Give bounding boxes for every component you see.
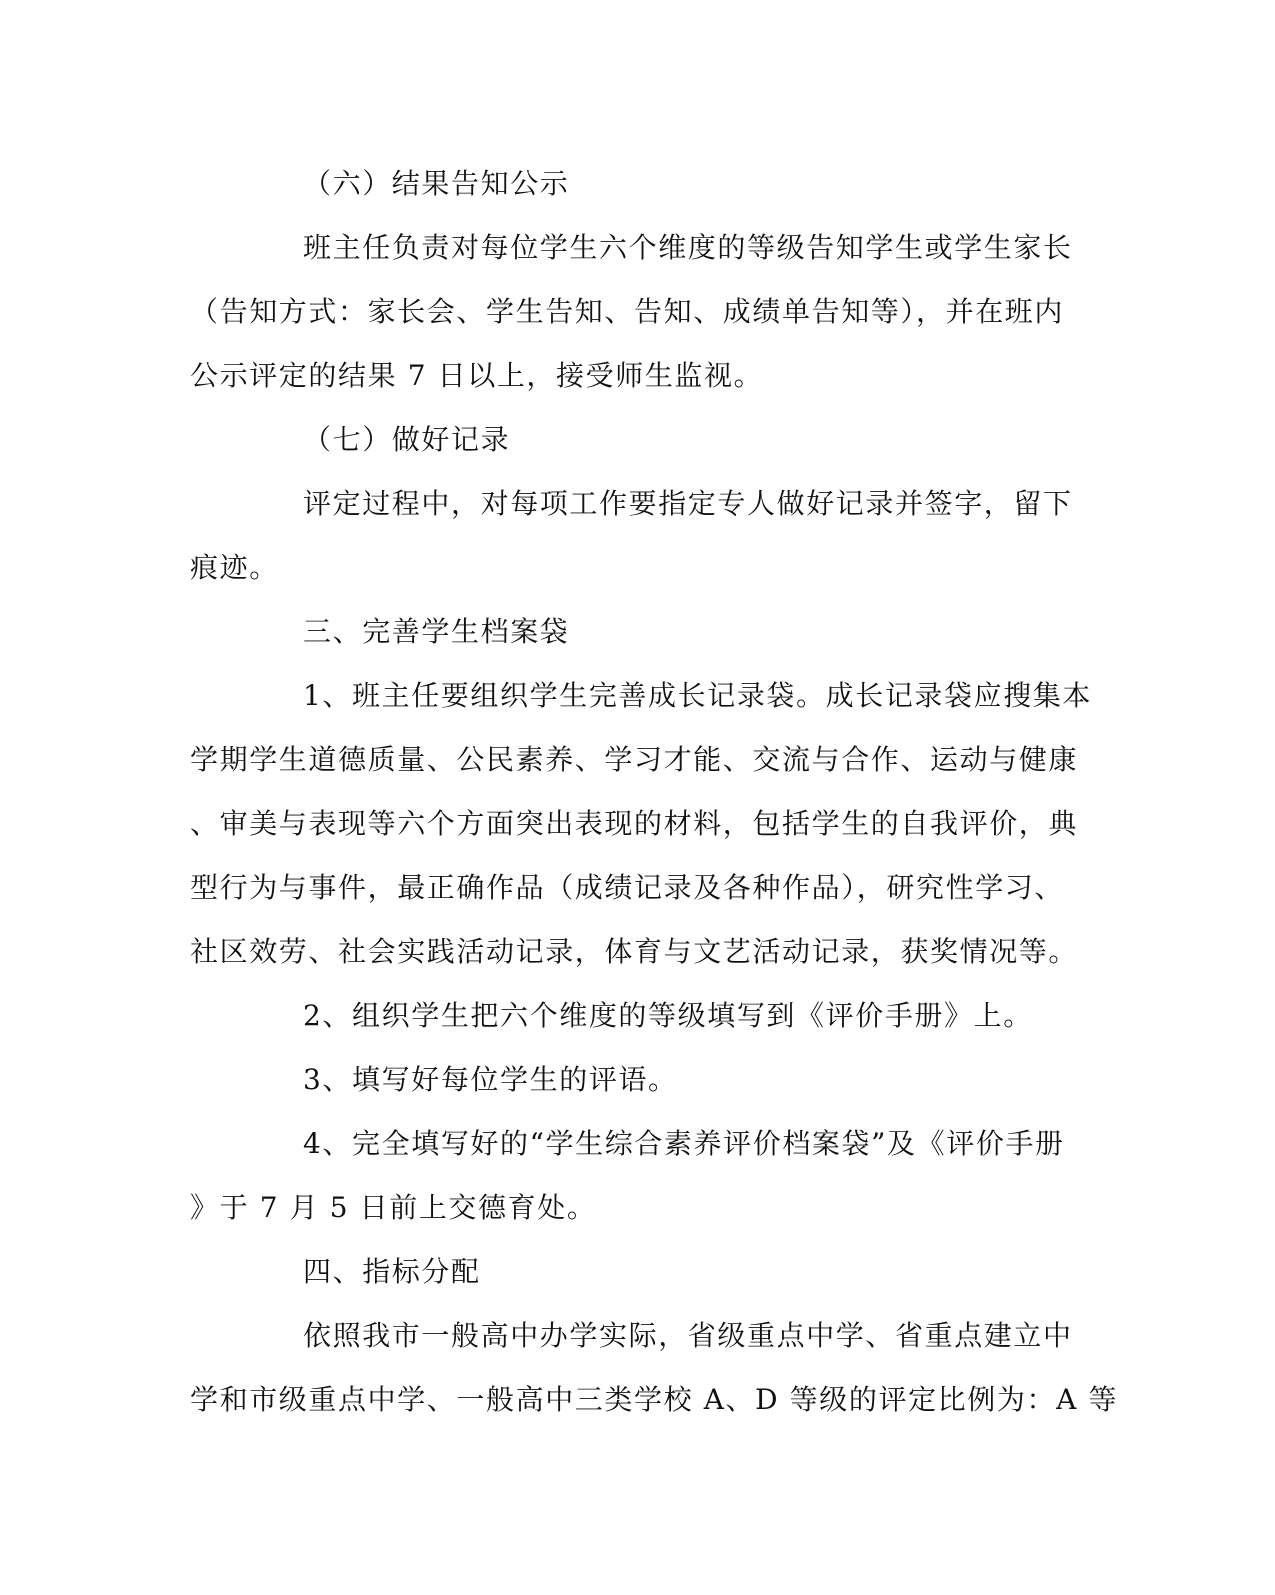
paragraph-line: 评定过程中，对每项工作要指定专人做好记录并签字，留下 <box>303 487 1073 520</box>
paragraph-line: 1、班主任要组织学生完善成长记录袋。成长记录袋应搜集本 <box>303 679 1093 712</box>
paragraph-line: 社区效劳、社会实践活动记录，体育与文艺活动记录，获奖情况等。 <box>190 935 1079 968</box>
section-heading-four: 四、指标分配 <box>303 1255 481 1288</box>
paragraph-line: 依照我市一般高中办学实际，省级重点中学、省重点建立中 <box>303 1319 1073 1352</box>
paragraph-line: 班主任负责对每位学生六个维度的等级告知学生或学生家长 <box>303 231 1073 264</box>
paragraph-line: 痕迹。 <box>190 551 279 584</box>
paragraph-line: 、审美与表现等六个方面突出表现的材料，包括学生的自我评价，典 <box>190 807 1079 840</box>
paragraph-line: 学和市级重点中学、一般高中三类学校 A、D 等级的评定比例为：A 等 <box>190 1383 1118 1416</box>
section-heading-seven: （七）做好记录 <box>303 423 511 456</box>
paragraph-line: 4、完全填写好的“学生综合素养评价档案袋”及《评价手册 <box>303 1127 1065 1160</box>
section-heading-six: （六）结果告知公示 <box>303 167 570 200</box>
paragraph-line: 公示评定的结果 7 日以上，接受师生监视。 <box>190 359 764 392</box>
section-heading-three: 三、完善学生档案袋 <box>303 615 570 648</box>
paragraph-line: 2、组织学生把六个维度的等级填写到《评价手册》上。 <box>303 999 1033 1032</box>
paragraph-line: 学期学生道德质量、公民素养、学习才能、交流与合作、运动与健康 <box>190 743 1079 776</box>
paragraph-line: （告知方式：家长会、学生告知、告知、成绩单告知等），并在班内 <box>190 295 1065 328</box>
paragraph-line: 》于 7 月 5 日前上交德育处。 <box>190 1191 597 1224</box>
paragraph-line: 型行为与事件，最正确作品（成绩记录及各种作品），研究性学习、 <box>190 871 1065 904</box>
paragraph-line: 3、填写好每位学生的评语。 <box>303 1063 678 1096</box>
